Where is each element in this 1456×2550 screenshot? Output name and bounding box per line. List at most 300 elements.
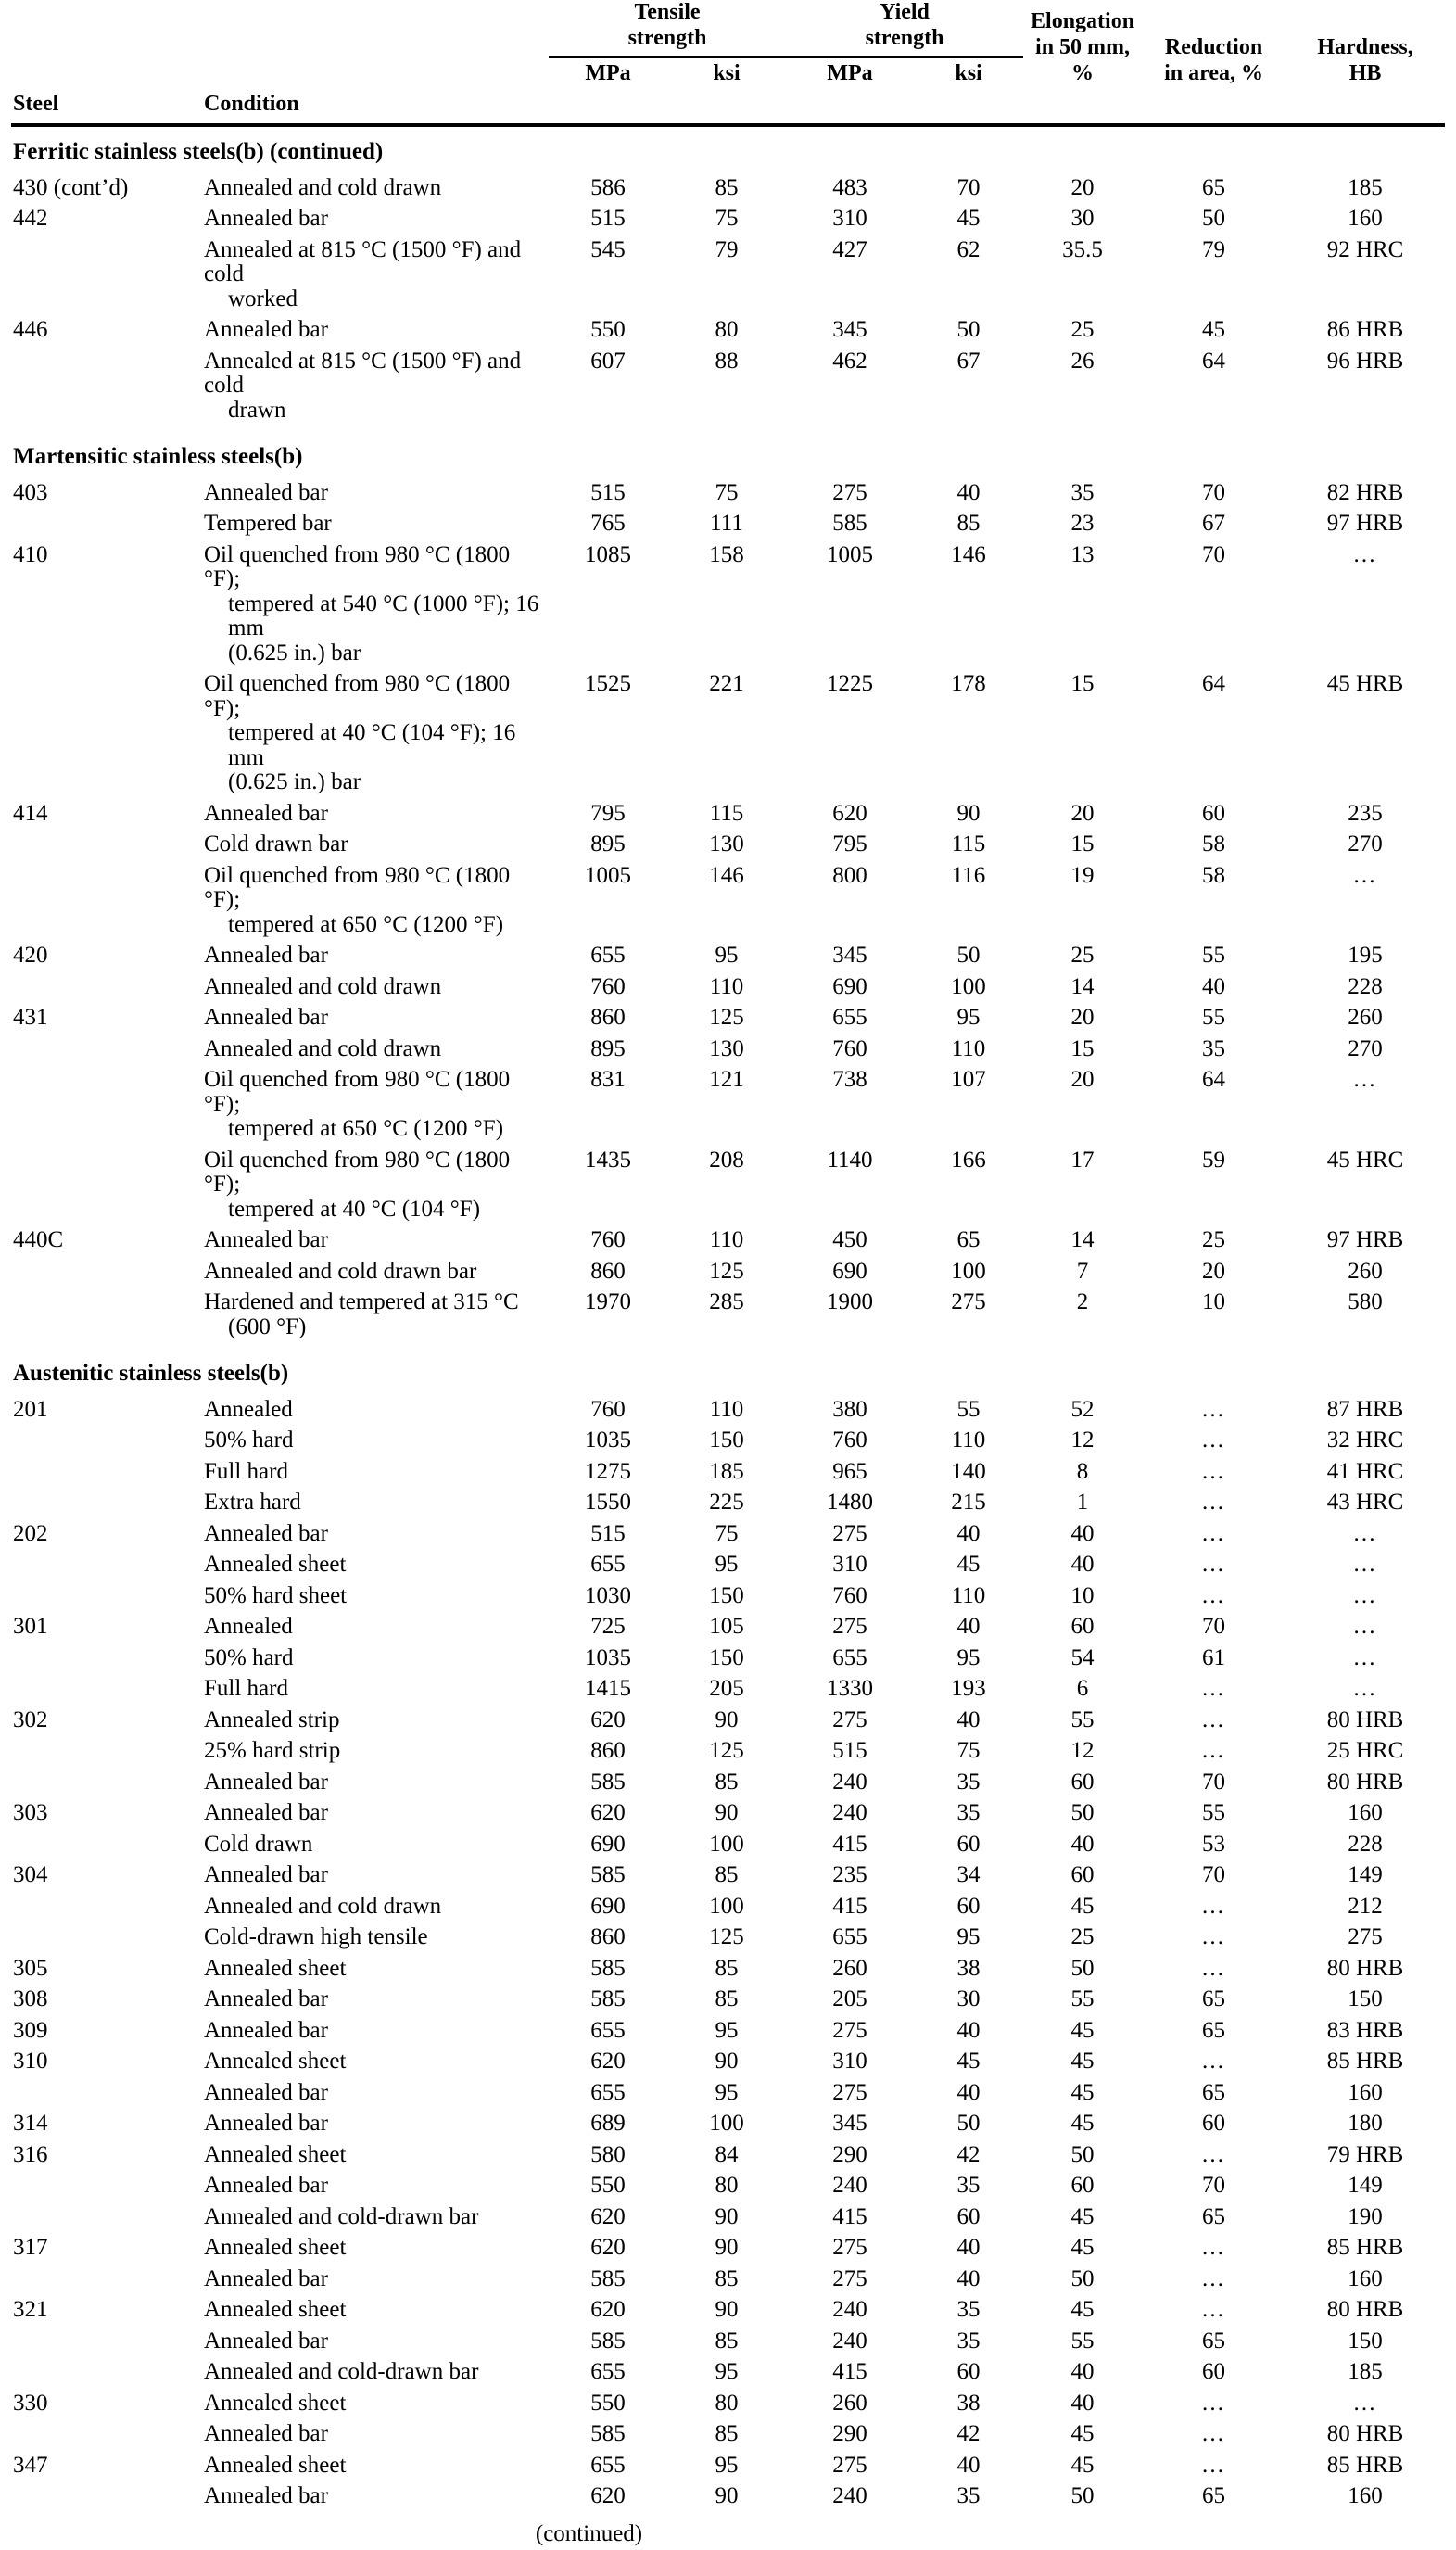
cell-hardness: 190: [1348, 2203, 1383, 2229]
table-row: [11, 2451, 1445, 2482]
table-row: [11, 1288, 1445, 1343]
cell-yield-mpa: 275: [832, 2079, 867, 2105]
cell-condition: [150, 2109, 549, 2140]
cell-tensile-ksi: 85: [715, 2328, 739, 2353]
cell-yield-mpa: 310: [832, 1552, 867, 1578]
cell-elongation: 45: [1070, 2111, 1095, 2137]
cell-hardness: 97 HRB: [1326, 511, 1404, 537]
cell-hardness: …: [1352, 1552, 1378, 1578]
cell-tensile-ksi: 150: [709, 1644, 744, 1670]
cell-tensile-ksi: 208: [709, 1147, 744, 1173]
cell-yield-ksi: 95: [956, 1644, 981, 1670]
cell-tensile-mpa: 1035: [585, 1644, 631, 1670]
cell-yield-ksi: 70: [956, 174, 981, 200]
cell-hardness: 235: [1348, 800, 1383, 826]
condition-line-1: 50% hard sheet: [204, 1582, 348, 1608]
condition-line-1: Annealed sheet: [204, 1552, 347, 1578]
table-row: [11, 2327, 1445, 2358]
table-row: [11, 1395, 1445, 1427]
condition-line-1: Annealed bar: [204, 1769, 328, 1795]
cell-yield-mpa: 240: [832, 2173, 867, 2199]
cell-condition: [150, 2295, 549, 2327]
condition-line-2: tempered at 650 °C (1200 °F): [228, 1116, 504, 1142]
condition-line-1: Annealed strip: [204, 1706, 340, 1732]
cell-yield-mpa: 965: [832, 1458, 867, 1484]
cell-hardness: …: [1352, 1067, 1378, 1093]
cell-condition: [150, 235, 549, 316]
cell-steel: 303: [13, 1800, 48, 1826]
cell-yield-ksi: 178: [951, 671, 986, 697]
cell-yield-ksi: 40: [956, 2452, 981, 2478]
cell-reduction-in-area: …: [1201, 1396, 1227, 1422]
cell-reduction-in-area: 70: [1202, 479, 1226, 505]
table-row: [11, 1768, 1445, 1799]
cell-hardness: 80 HRB: [1326, 2421, 1404, 2447]
cell-condition: [150, 478, 549, 510]
cell-reduction-in-area: …: [1201, 1924, 1227, 1950]
cell-reduction-in-area: …: [1201, 1955, 1227, 1981]
condition-line-1: Full hard: [204, 1458, 288, 1484]
cell-steel: [11, 972, 150, 1004]
cell-tensile-mpa: 1435: [585, 1147, 631, 1173]
cell-reduction-in-area: 55: [1202, 1005, 1226, 1031]
cell-reduction-in-area: 55: [1202, 1800, 1226, 1826]
cell-tensile-mpa: 620: [590, 2235, 626, 2261]
cell-elongation: 15: [1070, 831, 1095, 857]
table-header: [11, 0, 1445, 125]
condition-line-2: worked: [228, 285, 298, 311]
cell-yield-ksi: 215: [951, 1490, 986, 1516]
cell-hardness: 85 HRB: [1326, 2235, 1404, 2261]
header-condition: Condition: [204, 92, 299, 117]
cell-steel: [11, 2202, 150, 2234]
cell-reduction-in-area: 64: [1202, 348, 1226, 374]
cell-yield-ksi: 146: [951, 541, 986, 567]
cell-steel: 442: [13, 206, 48, 232]
condition-line-1: Annealed sheet: [204, 2235, 347, 2261]
cell-tensile-ksi: 85: [715, 174, 739, 200]
cell-reduction-in-area: 60: [1202, 2111, 1226, 2137]
cell-yield-ksi: 115: [951, 831, 986, 857]
header-steel-top: [11, 0, 150, 92]
cell-tensile-mpa: 620: [590, 1800, 626, 1826]
cell-condition: [150, 1706, 549, 1737]
cell-tensile-ksi: 110: [709, 1396, 744, 1422]
cell-tensile-ksi: 85: [715, 2421, 739, 2447]
cell-hardness: …: [1352, 1644, 1378, 1670]
cell-condition: [150, 1003, 549, 1034]
condition-line-2: (600 °F): [228, 1313, 307, 1339]
cell-hardness: 160: [1348, 2265, 1383, 2291]
condition-line-1: Tempered bar: [204, 511, 332, 537]
cell-tensile-ksi: 146: [709, 862, 744, 888]
cell-tensile-ksi: 79: [715, 236, 739, 262]
cell-tensile-mpa: 620: [590, 2203, 626, 2229]
condition-line-1: Annealed bar: [204, 1520, 328, 1546]
table-row: [11, 173, 1445, 205]
cell-steel: 430 (cont’d): [13, 174, 129, 200]
cell-steel: 403: [13, 479, 48, 505]
cell-yield-ksi: 38: [956, 2390, 981, 2416]
cell-yield-ksi: 34: [956, 1862, 981, 1888]
cell-tensile-ksi: 95: [715, 1552, 739, 1578]
cell-tensile-ksi: 125: [709, 1924, 744, 1950]
cell-yield-ksi: 140: [951, 1458, 986, 1484]
cell-steel: [11, 509, 150, 540]
cell-hardness: 228: [1348, 1831, 1383, 1857]
cell-reduction-in-area: 70: [1202, 541, 1226, 567]
cell-yield-ksi: 110: [951, 1582, 986, 1608]
cell-steel: 304: [13, 1862, 48, 1888]
table-row: [11, 1612, 1445, 1643]
cell-yield-ksi: 35: [956, 2483, 981, 2509]
cell-hardness: 180: [1348, 2111, 1383, 2137]
cell-tensile-mpa: 515: [590, 206, 626, 232]
cell-elongation: 55: [1070, 2328, 1095, 2353]
cell-reduction-in-area: …: [1201, 1893, 1227, 1919]
cell-tensile-ksi: 75: [715, 1520, 739, 1546]
condition-line-1: Annealed sheet: [204, 2452, 347, 2478]
cell-hardness: 580: [1348, 1289, 1383, 1315]
condition-line-1: Full hard: [204, 1676, 288, 1702]
cell-tensile-ksi: 105: [709, 1614, 744, 1640]
cell-condition: [150, 1288, 549, 1343]
cell-elongation: 54: [1070, 1644, 1095, 1670]
cell-elongation: 15: [1070, 1035, 1095, 1061]
cell-steel: [11, 2171, 150, 2202]
section-title: Austenitic stainless steels(b): [13, 1361, 289, 1387]
cell-reduction-in-area: 65: [1202, 2203, 1226, 2229]
condition-line-2: tempered at 40 °C (104 °F): [228, 1196, 481, 1222]
cell-tensile-mpa: 585: [590, 2328, 626, 2353]
table-footer: [11, 2513, 1445, 2550]
cell-steel: [11, 1674, 150, 1706]
condition-line-1: Annealed: [204, 1396, 293, 1422]
condition-line-1: Annealed sheet: [204, 2049, 347, 2074]
cell-steel: [11, 1892, 150, 1923]
cell-condition: [150, 2047, 549, 2078]
cell-steel: [11, 669, 150, 799]
cell-reduction-in-area: 65: [1202, 2017, 1226, 2043]
cell-condition: [150, 2451, 549, 2482]
cell-tensile-ksi: 285: [709, 1289, 744, 1315]
section-heading-row: [11, 1343, 1445, 1395]
cell-condition: [150, 1225, 549, 1257]
cell-yield-ksi: 40: [956, 2235, 981, 2261]
table-row: [11, 1798, 1445, 1830]
table-row: [11, 1065, 1445, 1146]
cell-yield-mpa: 415: [832, 1893, 867, 1919]
cell-yield-ksi: 75: [956, 1738, 981, 1764]
table-row: [11, 1550, 1445, 1581]
cell-tensile-ksi: 95: [715, 943, 739, 969]
cell-steel: 330: [13, 2390, 48, 2416]
cell-tensile-ksi: 100: [709, 1893, 744, 1919]
cell-yield-ksi: 116: [951, 862, 986, 888]
cell-steel: 410: [13, 541, 48, 567]
condition-line-1: Annealed and cold drawn: [204, 973, 442, 999]
condition-line-1: Annealed bar: [204, 1227, 328, 1253]
cell-yield-ksi: 45: [956, 2049, 981, 2074]
header-elongation-line1: Elongation: [1031, 9, 1135, 33]
cell-condition: [150, 1736, 549, 1768]
cell-yield-mpa: 415: [832, 2203, 867, 2229]
cell-steel: [11, 1457, 150, 1489]
cell-condition: [150, 2016, 549, 2048]
cell-tensile-ksi: 110: [709, 973, 744, 999]
cell-condition: [150, 540, 549, 670]
cell-hardness: …: [1352, 1582, 1378, 1608]
condition-line-1: Annealed at 815 °C (1500 °F) and cold: [204, 236, 522, 287]
cell-tensile-ksi: 90: [715, 2049, 739, 2074]
cell-tensile-ksi: 88: [715, 348, 739, 374]
header-yield-ksi: ksi: [955, 60, 982, 85]
cell-reduction-in-area: …: [1201, 1458, 1227, 1484]
cell-hardness: 270: [1348, 1035, 1383, 1061]
cell-condition: [150, 1954, 549, 1985]
cell-yield-ksi: 90: [956, 800, 981, 826]
cell-hardness: 43 HRC: [1326, 1490, 1404, 1516]
cell-condition: [150, 2327, 549, 2358]
cell-tensile-mpa: 895: [590, 831, 626, 857]
cell-elongation: 25: [1070, 943, 1095, 969]
cell-condition: [150, 204, 549, 235]
cell-steel: 308: [13, 1986, 48, 2012]
cell-tensile-ksi: 90: [715, 2483, 739, 2509]
condition-line-1: Annealed and cold drawn: [204, 1893, 442, 1919]
cell-steel: [11, 1643, 150, 1675]
cell-tensile-ksi: 85: [715, 1955, 739, 1981]
header-yield-mpa: MPa: [827, 60, 873, 85]
cell-steel: [11, 1426, 150, 1457]
cell-condition: [150, 1922, 549, 1954]
cell-steel: 446: [13, 317, 48, 343]
condition-line-1: Hardened and tempered at 315 °C: [204, 1289, 519, 1315]
tensile-group-rule: [549, 56, 786, 58]
cell-yield-ksi: 45: [956, 1552, 981, 1578]
condition-line-1: Cold-drawn high tensile: [204, 1924, 428, 1950]
condition-line-1: Oil quenched from 980 °C (1800 °F);: [204, 862, 511, 913]
cell-yield-mpa: 275: [832, 1520, 867, 1546]
cell-elongation: 17: [1070, 1147, 1095, 1173]
condition-line-1: Annealed bar: [204, 1005, 328, 1031]
cell-elongation: 20: [1070, 1005, 1095, 1031]
cell-hardness: 45 HRC: [1326, 1147, 1404, 1173]
cell-hardness: 270: [1348, 831, 1383, 857]
cell-tensile-ksi: 85: [715, 1986, 739, 2012]
cell-hardness: 195: [1348, 943, 1383, 969]
cell-steel: [11, 861, 150, 942]
header-tensile-line1: Tensile: [634, 0, 701, 24]
cell-condition: [150, 2202, 549, 2234]
cell-yield-ksi: 193: [951, 1676, 986, 1702]
cell-yield-mpa: 345: [832, 317, 867, 343]
cell-reduction-in-area: …: [1201, 1706, 1227, 1732]
cell-tensile-ksi: 84: [715, 2141, 739, 2167]
cell-steel: [11, 830, 150, 861]
table-row: [11, 2357, 1445, 2389]
cell-tensile-mpa: 586: [590, 174, 626, 200]
cell-steel: [11, 1488, 150, 1519]
table-row: [11, 540, 1445, 670]
cell-tensile-ksi: 85: [715, 2265, 739, 2291]
cell-tensile-ksi: 130: [709, 831, 744, 857]
cell-tensile-ksi: 90: [715, 2235, 739, 2261]
header-group-row: [11, 0, 1445, 61]
table-row: [11, 2202, 1445, 2234]
cell-tensile-mpa: 765: [590, 511, 626, 537]
cell-elongation: 14: [1070, 973, 1095, 999]
cell-yield-ksi: 35: [956, 2328, 981, 2353]
cell-tensile-mpa: 760: [590, 1227, 626, 1253]
table-row: [11, 315, 1445, 347]
condition-line-1: Annealed bar: [204, 2265, 328, 2291]
cell-yield-mpa: 483: [832, 174, 867, 200]
cell-tensile-mpa: 585: [590, 1986, 626, 2012]
cell-steel: [11, 1550, 150, 1581]
cell-tensile-mpa: 620: [590, 2049, 626, 2074]
table-row: [11, 1426, 1445, 1457]
cell-condition: [150, 1830, 549, 1861]
cell-yield-ksi: 40: [956, 2017, 981, 2043]
cell-reduction-in-area: 53: [1202, 1831, 1226, 1857]
cell-condition: [150, 941, 549, 972]
cell-elongation: 30: [1070, 206, 1095, 232]
cell-elongation: 45: [1070, 2203, 1095, 2229]
cell-yield-ksi: 110: [951, 1035, 986, 1061]
cell-yield-mpa: 1005: [827, 541, 874, 567]
cell-elongation: 20: [1070, 174, 1095, 200]
cell-reduction-in-area: 70: [1202, 1614, 1226, 1640]
cell-hardness: 80 HRB: [1326, 1769, 1404, 1795]
condition-line-2: tempered at 650 °C (1200 °F): [228, 911, 504, 937]
condition-line-2: tempered at 540 °C (1000 °F); 16 mm: [228, 590, 539, 641]
table-row: [11, 1736, 1445, 1768]
cell-yield-mpa: 655: [832, 1005, 867, 1031]
cell-reduction-in-area: 40: [1202, 973, 1226, 999]
cell-yield-mpa: 260: [832, 1955, 867, 1981]
cell-hardness: 86 HRB: [1326, 317, 1404, 343]
cell-steel: [11, 1581, 150, 1613]
cell-tensile-ksi: 95: [715, 2017, 739, 2043]
cell-hardness: 96 HRB: [1326, 348, 1404, 374]
header-tensile-mpa: MPa: [585, 60, 631, 85]
cell-yield-mpa: 655: [832, 1924, 867, 1950]
cell-tensile-mpa: 795: [590, 800, 626, 826]
cell-hardness: 149: [1348, 2173, 1383, 2199]
header-filler: [549, 92, 1445, 125]
condition-line-1: Annealed sheet: [204, 2297, 347, 2323]
table-row: [11, 1146, 1445, 1226]
cell-yield-mpa: 275: [832, 479, 867, 505]
cell-reduction-in-area: …: [1201, 2297, 1227, 2323]
condition-line-1: Annealed bar: [204, 1862, 328, 1888]
cell-steel: 431: [13, 1005, 48, 1031]
cell-steel: 414: [13, 800, 48, 826]
cell-yield-ksi: 62: [956, 236, 981, 262]
cell-condition: [150, 669, 549, 799]
section-title: Ferritic stainless steels(b) (continued): [13, 139, 384, 165]
cell-steel: [11, 1288, 150, 1343]
cell-yield-ksi: 40: [956, 2265, 981, 2291]
cell-elongation: 45: [1070, 2421, 1095, 2447]
cell-steel: 310: [13, 2049, 48, 2074]
table-row: [11, 1257, 1445, 1288]
cell-hardness: 82 HRB: [1326, 479, 1404, 505]
cell-tensile-ksi: 205: [709, 1676, 744, 1702]
cell-tensile-ksi: 125: [709, 1258, 744, 1284]
cell-hardness: 160: [1348, 206, 1383, 232]
condition-line-1: Annealed sheet: [204, 2141, 347, 2167]
cell-tensile-ksi: 95: [715, 2452, 739, 2478]
table-row: [11, 2109, 1445, 2140]
cell-hardness: 149: [1348, 1862, 1383, 1888]
table-row: [11, 830, 1445, 861]
cell-tensile-mpa: 550: [590, 2173, 626, 2199]
cell-tensile-mpa: 1085: [585, 541, 631, 567]
table-row: [11, 1892, 1445, 1923]
condition-line-1: Annealed sheet: [204, 1955, 347, 1981]
cell-tensile-ksi: 130: [709, 1035, 744, 1061]
cell-yield-mpa: 1225: [827, 671, 874, 697]
cell-tensile-mpa: 1550: [585, 1490, 631, 1516]
cell-condition: [150, 2078, 549, 2110]
cell-tensile-mpa: 655: [590, 2359, 626, 2385]
cell-elongation: 60: [1070, 2173, 1095, 2199]
table-row: [11, 2233, 1445, 2265]
header-yield-line2: strength: [865, 25, 944, 50]
cell-yield-mpa: 205: [832, 1986, 867, 2012]
cell-yield-mpa: 240: [832, 2328, 867, 2353]
cell-condition: [150, 347, 549, 427]
condition-line-1: Extra hard: [204, 1490, 301, 1516]
table-row: [11, 1674, 1445, 1706]
table-row: [11, 204, 1445, 235]
cell-hardness: 83 HRB: [1326, 2017, 1404, 2043]
header-hardness: [1285, 0, 1445, 92]
cell-elongation: 19: [1070, 862, 1095, 888]
cell-reduction-in-area: …: [1201, 2390, 1227, 2416]
cell-yield-ksi: 107: [951, 1067, 986, 1093]
condition-line-1: Oil quenched from 980 °C (1800 °F);: [204, 1067, 511, 1117]
table-row: [11, 478, 1445, 510]
cell-yield-ksi: 85: [956, 511, 981, 537]
yield-group-rule: [786, 56, 1023, 58]
table-row: [11, 1034, 1445, 1066]
condition-line-1: 50% hard: [204, 1427, 294, 1453]
cell-yield-mpa: 800: [832, 862, 867, 888]
data-rows-host: [11, 127, 1445, 2513]
cell-tensile-ksi: 90: [715, 2297, 739, 2323]
header-hardness-line2: HB: [1348, 60, 1382, 85]
continued-label: (continued): [535, 2520, 643, 2546]
cell-tensile-mpa: 585: [590, 2421, 626, 2447]
table-row: [11, 2016, 1445, 2048]
table-row: [11, 1457, 1445, 1489]
cell-yield-ksi: 166: [951, 1147, 986, 1173]
cell-yield-mpa: 515: [832, 1738, 867, 1764]
cell-yield-ksi: 30: [956, 1986, 981, 2012]
cell-reduction-in-area: 65: [1202, 1986, 1226, 2012]
cell-reduction-in-area: …: [1201, 1520, 1227, 1546]
cell-elongation: 60: [1070, 1614, 1095, 1640]
cell-tensile-mpa: 760: [590, 1396, 626, 1422]
condition-line-1: Annealed bar: [204, 2079, 328, 2105]
cell-reduction-in-area: …: [1201, 1676, 1227, 1702]
cell-yield-mpa: 795: [832, 831, 867, 857]
condition-line-1: Cold drawn: [204, 1831, 313, 1857]
cell-yield-ksi: 100: [951, 973, 986, 999]
